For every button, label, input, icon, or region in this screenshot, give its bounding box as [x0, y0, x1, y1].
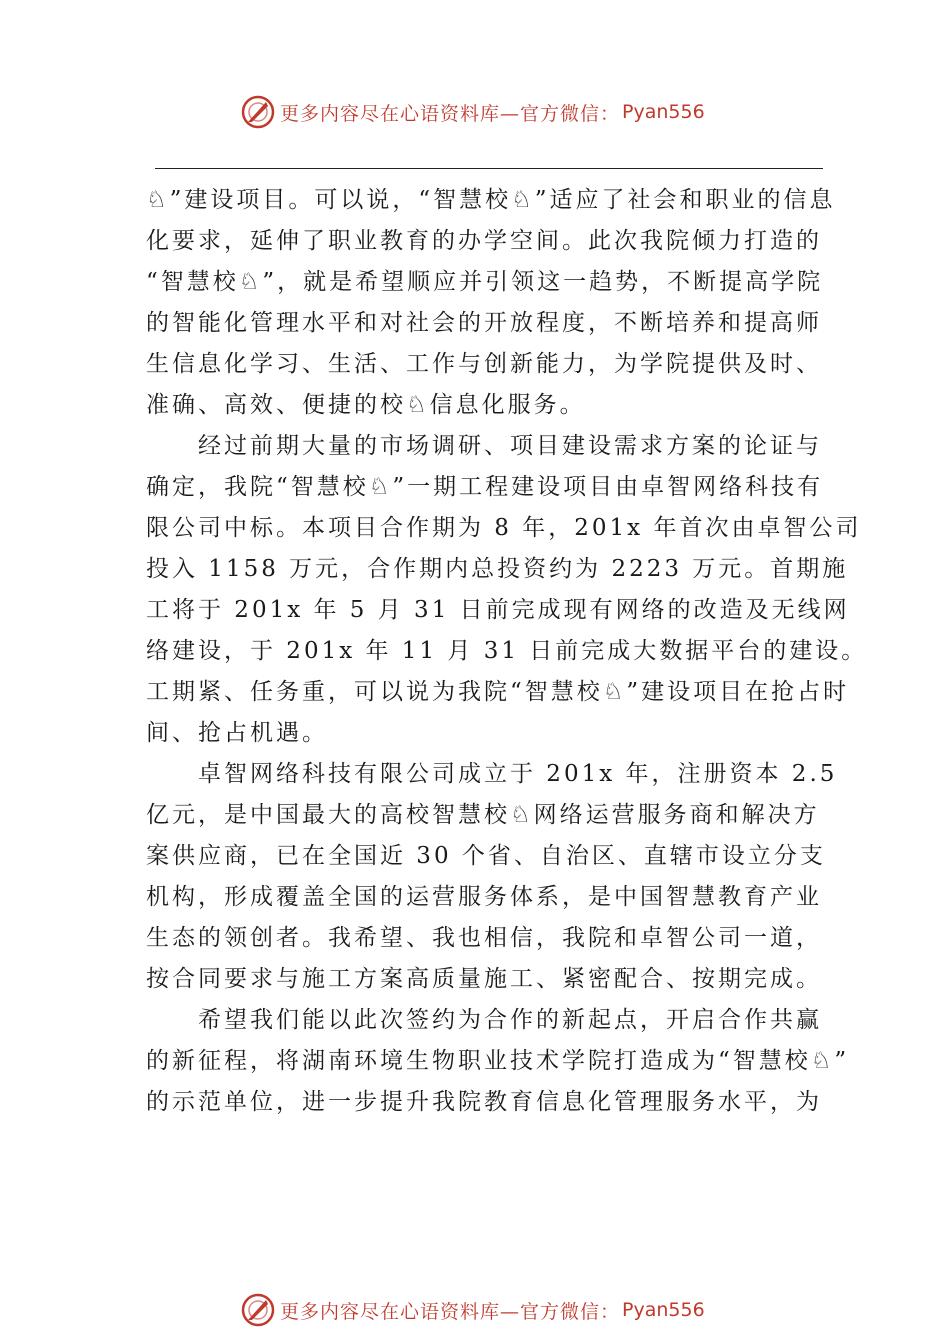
text-line: 化要求，延伸了职业教育的办学空间。此次我院倾力打造的 [146, 228, 822, 254]
footer-banner [240, 1290, 705, 1330]
text-line: ♘”建设项目。可以说，“智慧校♘”适应了社会和职业的信息 [146, 187, 836, 213]
text-line: 限公司中标。本项目合作期为 8 年，201x 年首次由卓智公司 [146, 515, 862, 541]
text-line: 准确、高效、便捷的校♘信息化服务。 [146, 392, 586, 418]
paragraph [146, 1000, 850, 1123]
text-line: 确定，我院“智慧校♘”一期工程建设项目由卓智网络科技有 [146, 474, 824, 500]
footer-banner-text: 更多内容尽在心语资料库—官方微信： [280, 1300, 621, 1323]
text-line: 卓智网络科技有限公司成立于 201x 年，注册资本 2.5 [146, 761, 838, 787]
text-line: 的示范单位，进一步提升我院教育信息化管理服务水平，为 [146, 1089, 822, 1115]
text-line: 工期紧、任务重，可以说为我院“智慧校♘”建设项目在抢占时 [146, 679, 850, 705]
paragraph [146, 180, 836, 426]
header-divider [155, 168, 823, 169]
header-wechat-id: Pyan556 [622, 101, 705, 123]
document-body [146, 180, 868, 1123]
paragraph [146, 754, 838, 1000]
text-line: 亿元，是中国最大的高校智慧校♘网络运营服务商和解决方 [146, 802, 820, 828]
text-line: 案供应商，已在全国近 30 个省、自治区、直辖市设立分支 [146, 843, 826, 869]
text-line: 的智能化管理水平和对社会的开放程度，不断培养和提高师 [146, 310, 822, 336]
text-line: 络建设，于 201x 年 11 月 31 日前完成大数据平台的建设。 [146, 638, 868, 664]
text-line: 的新征程，将湖南环境生物职业技术学院打造成为“智慧校♘” [146, 1048, 850, 1074]
quill-logo-icon [240, 1292, 276, 1328]
text-line: 机构，形成覆盖全国的运营服务体系，是中国智慧教育产业 [146, 884, 822, 910]
text-line: 按合同要求与施工方案高质量施工、紧密配合、按期完成。 [146, 966, 822, 992]
header-banner-text: 更多内容尽在心语资料库—官方微信： [280, 102, 621, 125]
text-line: 间、抢占机遇。 [146, 720, 328, 746]
text-line: 经过前期大量的市场调研、项目建设需求方案的论证与 [146, 433, 822, 459]
text-line: 工将于 201x 年 5 月 31 日前完成现有网络的改造及无线网 [146, 597, 850, 623]
text-line: “智慧校♘”，就是希望顺应并引领这一趋势，不断提高学院 [146, 269, 824, 295]
text-line: 生信息化学习、生活、工作与创新能力，为学院提供及时、 [146, 351, 822, 377]
paragraph [146, 426, 868, 754]
header-banner [240, 92, 705, 132]
text-line: 希望我们能以此次签约为合作的新起点，开启合作共赢 [146, 1007, 822, 1033]
text-line: 生态的领创者。我希望、我也相信，我院和卓智公司一道， [146, 925, 822, 951]
text-line: 投入 1158 万元，合作期内总投资约为 2223 万元。首期施 [146, 556, 849, 582]
quill-logo-icon [240, 94, 276, 130]
footer-wechat-id: Pyan556 [622, 1299, 705, 1321]
